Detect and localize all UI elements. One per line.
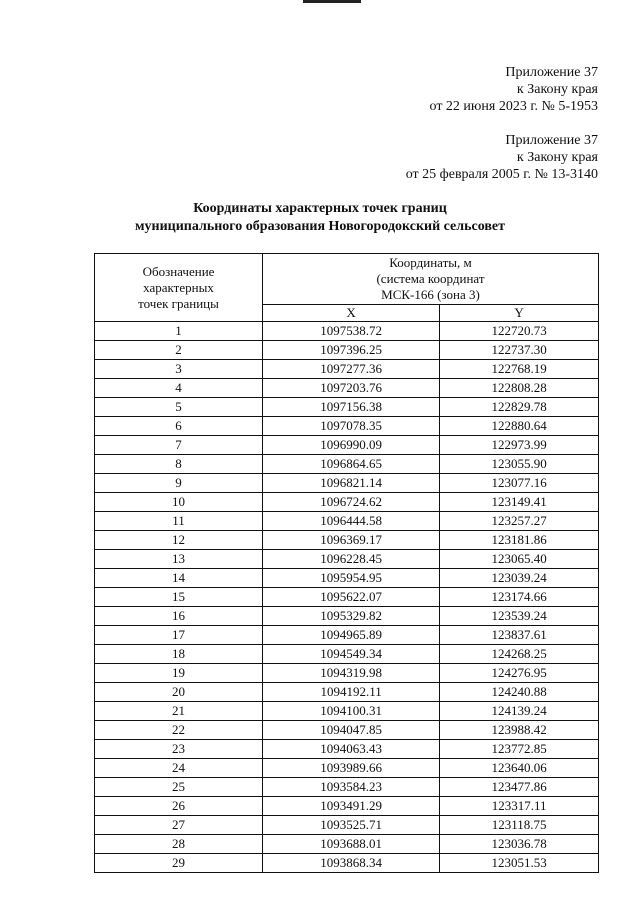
- x-coordinate-cell: 1093525.71: [263, 816, 440, 835]
- table-body: [95, 322, 599, 873]
- point-number-cell: 15: [95, 588, 263, 607]
- y-coordinate-cell: 123477.86: [440, 778, 599, 797]
- point-number-cell: 21: [95, 702, 263, 721]
- table-row: [95, 436, 599, 455]
- x-coordinate-cell: 1095622.07: [263, 588, 440, 607]
- table-row: [95, 417, 599, 436]
- x-coordinate-cell: 1093688.01: [263, 835, 440, 854]
- table-header: [95, 254, 599, 322]
- y-coordinate-cell: 122808.28: [440, 379, 599, 398]
- header-coords-line-2: (система координат: [376, 271, 485, 286]
- y-coordinate-cell: 122720.73: [440, 322, 599, 341]
- x-coordinate-cell: 1096369.17: [263, 531, 440, 550]
- y-coordinate-cell: 124240.88: [440, 683, 599, 702]
- point-number-cell: 22: [95, 721, 263, 740]
- x-coordinate-cell: 1097538.72: [263, 322, 440, 341]
- table-row: [95, 854, 599, 873]
- document-title: [0, 200, 640, 236]
- header-coordinates: [263, 254, 599, 305]
- table-row: [95, 721, 599, 740]
- x-coordinate-cell: 1096864.65: [263, 455, 440, 474]
- x-coordinate-cell: 1094192.11: [263, 683, 440, 702]
- table-row: [95, 626, 599, 645]
- x-coordinate-cell: 1093491.29: [263, 797, 440, 816]
- x-coordinate-cell: 1096444.58: [263, 512, 440, 531]
- point-number-cell: 18: [95, 645, 263, 664]
- y-coordinate-cell: 123317.11: [440, 797, 599, 816]
- header-y: Y: [440, 305, 599, 322]
- appendix-law-date: от 25 февраля 2005 г. № 13-3140: [405, 167, 598, 182]
- table-row: [95, 379, 599, 398]
- point-number-cell: 13: [95, 550, 263, 569]
- y-coordinate-cell: 123181.86: [440, 531, 599, 550]
- x-coordinate-cell: 1093868.34: [263, 854, 440, 873]
- point-number-cell: 29: [95, 854, 263, 873]
- x-coordinate-cell: 1095954.95: [263, 569, 440, 588]
- point-number-cell: 28: [95, 835, 263, 854]
- point-number-cell: 17: [95, 626, 263, 645]
- table-row: [95, 569, 599, 588]
- x-coordinate-cell: 1094100.31: [263, 702, 440, 721]
- y-coordinate-cell: 123118.75: [440, 816, 599, 835]
- point-number-cell: 4: [95, 379, 263, 398]
- y-coordinate-cell: 122829.78: [440, 398, 599, 417]
- y-coordinate-cell: 123174.66: [440, 588, 599, 607]
- x-coordinate-cell: 1093584.23: [263, 778, 440, 797]
- point-number-cell: 16: [95, 607, 263, 626]
- x-coordinate-cell: 1096990.09: [263, 436, 440, 455]
- point-number-cell: 10: [95, 493, 263, 512]
- x-coordinate-cell: 1094047.85: [263, 721, 440, 740]
- point-number-cell: 14: [95, 569, 263, 588]
- table-row: [95, 683, 599, 702]
- x-coordinate-cell: 1096724.62: [263, 493, 440, 512]
- point-number-cell: 5: [95, 398, 263, 417]
- header-point-designation: [95, 254, 263, 322]
- x-coordinate-cell: 1097156.38: [263, 398, 440, 417]
- top-edge-mark: [303, 0, 361, 3]
- table-row: [95, 816, 599, 835]
- point-number-cell: 9: [95, 474, 263, 493]
- x-coordinate-cell: 1097396.25: [263, 341, 440, 360]
- y-coordinate-cell: 122737.30: [440, 341, 599, 360]
- point-number-cell: 2: [95, 341, 263, 360]
- x-coordinate-cell: 1097078.35: [263, 417, 440, 436]
- appendix-reference-current: [430, 64, 599, 115]
- y-coordinate-cell: 124268.25: [440, 645, 599, 664]
- appendix-number: Приложение 37: [505, 133, 598, 148]
- y-coordinate-cell: 123257.27: [440, 512, 599, 531]
- point-number-cell: 24: [95, 759, 263, 778]
- table-row: [95, 550, 599, 569]
- header-point-line-3: точек границы: [138, 295, 219, 311]
- table-row: [95, 588, 599, 607]
- y-coordinate-cell: 124276.95: [440, 664, 599, 683]
- title-line-2: муниципального образования Новогородокский сельсовет: [134, 219, 506, 234]
- appendix-law-label: к Закону края: [516, 150, 598, 165]
- header-point-line-1: Обозначение: [142, 263, 215, 279]
- title-line-1: Координаты характерных точек границ: [193, 201, 447, 216]
- point-number-cell: 3: [95, 360, 263, 379]
- table-row: [95, 341, 599, 360]
- x-coordinate-cell: 1097277.36: [263, 360, 440, 379]
- point-number-cell: 25: [95, 778, 263, 797]
- y-coordinate-cell: 123149.41: [440, 493, 599, 512]
- table-row: [95, 455, 599, 474]
- y-coordinate-cell: 123039.24: [440, 569, 599, 588]
- header-coords-line-1: Координаты, м: [389, 255, 472, 270]
- x-coordinate-cell: 1094319.98: [263, 664, 440, 683]
- appendix-reference-original: [406, 132, 598, 183]
- y-coordinate-cell: 123640.06: [440, 759, 599, 778]
- y-coordinate-cell: 123055.90: [440, 455, 599, 474]
- header-x: X: [263, 305, 440, 322]
- point-number-cell: 23: [95, 740, 263, 759]
- table-row: [95, 531, 599, 550]
- point-number-cell: 11: [95, 512, 263, 531]
- table-row: [95, 759, 599, 778]
- y-coordinate-cell: 122880.64: [440, 417, 599, 436]
- x-coordinate-cell: 1096821.14: [263, 474, 440, 493]
- table-row: [95, 664, 599, 683]
- point-number-cell: 7: [95, 436, 263, 455]
- point-number-cell: 26: [95, 797, 263, 816]
- appendix-law-label: к Закону края: [516, 82, 598, 97]
- y-coordinate-cell: 122768.19: [440, 360, 599, 379]
- table-row: [95, 474, 599, 493]
- table-row: [95, 398, 599, 417]
- x-coordinate-cell: 1096228.45: [263, 550, 440, 569]
- y-coordinate-cell: 123539.24: [440, 607, 599, 626]
- x-coordinate-cell: 1094549.34: [263, 645, 440, 664]
- y-coordinate-cell: 124139.24: [440, 702, 599, 721]
- point-number-cell: 27: [95, 816, 263, 835]
- y-coordinate-cell: 122973.99: [440, 436, 599, 455]
- x-coordinate-cell: 1093989.66: [263, 759, 440, 778]
- y-coordinate-cell: 123036.78: [440, 835, 599, 854]
- header-point-line-2: характерных: [143, 279, 214, 295]
- table-row: [95, 797, 599, 816]
- coordinates-table: [94, 253, 599, 873]
- point-number-cell: 12: [95, 531, 263, 550]
- table-row: [95, 360, 599, 379]
- table-row: [95, 740, 599, 759]
- point-number-cell: 1: [95, 322, 263, 341]
- x-coordinate-cell: 1097203.76: [263, 379, 440, 398]
- point-number-cell: 19: [95, 664, 263, 683]
- y-coordinate-cell: 123065.40: [440, 550, 599, 569]
- y-coordinate-cell: 123837.61: [440, 626, 599, 645]
- point-number-cell: 20: [95, 683, 263, 702]
- appendix-law-date: от 22 июня 2023 г. № 5-1953: [429, 99, 598, 114]
- point-number-cell: 8: [95, 455, 263, 474]
- table-row: [95, 645, 599, 664]
- table-row: [95, 493, 599, 512]
- x-coordinate-cell: 1095329.82: [263, 607, 440, 626]
- header-coords-line-3: МСК-166 (зона 3): [381, 287, 480, 302]
- x-coordinate-cell: 1094965.89: [263, 626, 440, 645]
- x-coordinate-cell: 1094063.43: [263, 740, 440, 759]
- table-row: [95, 778, 599, 797]
- y-coordinate-cell: 123077.16: [440, 474, 599, 493]
- y-coordinate-cell: 123051.53: [440, 854, 599, 873]
- table-row: [95, 835, 599, 854]
- point-number-cell: 6: [95, 417, 263, 436]
- appendix-number: Приложение 37: [505, 65, 598, 80]
- y-coordinate-cell: 123772.85: [440, 740, 599, 759]
- table-row: [95, 512, 599, 531]
- y-coordinate-cell: 123988.42: [440, 721, 599, 740]
- table-row: [95, 322, 599, 341]
- table-row: [95, 607, 599, 626]
- table-row: [95, 702, 599, 721]
